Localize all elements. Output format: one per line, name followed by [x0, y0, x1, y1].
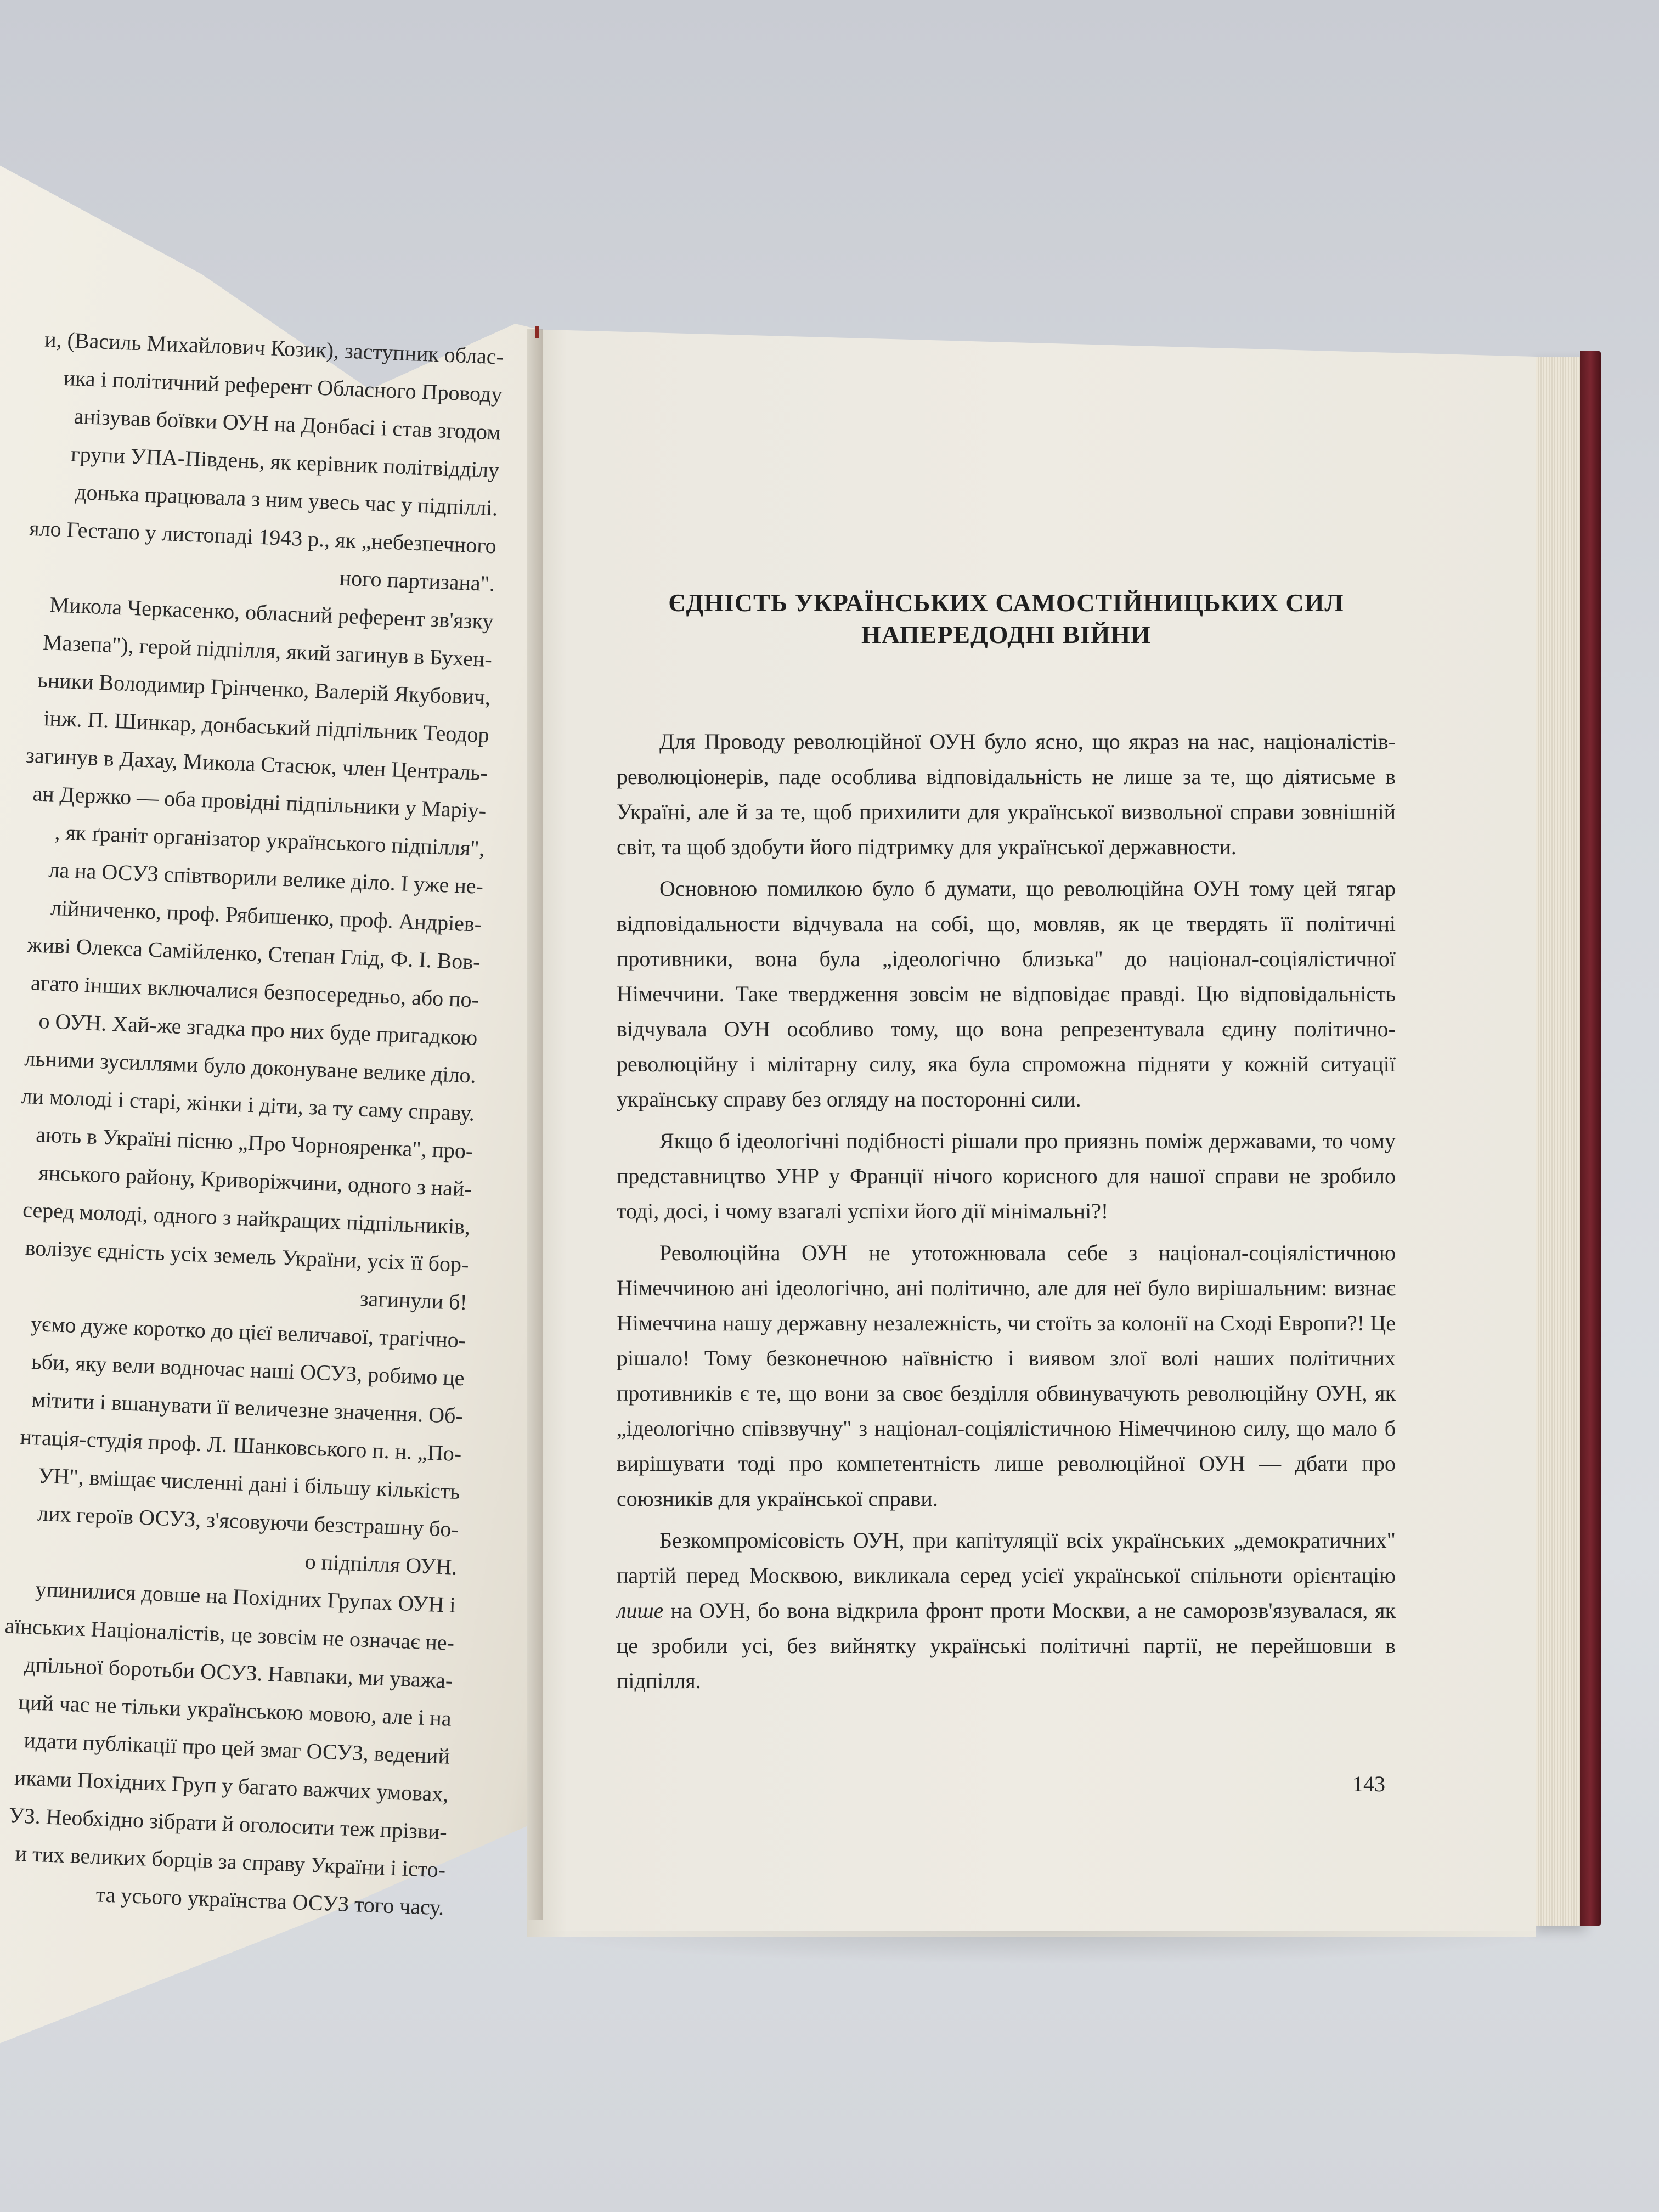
left-page-line: УН", вміщає численні дані і більшу кількість: [37, 1463, 461, 1504]
left-page-text: [0, 318, 504, 1927]
left-page-line: ций час не тільки українською мовою, але і на: [18, 1689, 452, 1731]
left-page: [0, 132, 543, 2052]
left-page-line: яло Гестапо у листопаді 1943 р., як „небезпечного: [29, 515, 497, 558]
left-page-line: упинилися довше на Похідних Групах ОУН і: [35, 1576, 456, 1617]
book-cover-edge: [1580, 351, 1601, 1926]
left-page-line: ають в Україні пісню „Про Чорнояренка", про-: [35, 1122, 474, 1164]
emphasis-text: лише: [617, 1598, 664, 1623]
left-page-line: ного партизана".: [339, 565, 495, 596]
left-page-line: живі Олекса Самійленко, Степан Глід, Ф. І. Вов-: [27, 932, 481, 974]
page-block-edge: [1531, 357, 1583, 1926]
left-page-line: донька працювала з ним увесь час у підпіллі.: [75, 479, 499, 521]
left-page-line: лійниченко, проф. Рябишенко, проф. Андріев-: [50, 895, 483, 936]
left-page-line: серед молоді, одного з найкращих підпільників,: [22, 1197, 471, 1239]
left-page-line: агато інших включалися безпосередньо, або по-: [30, 970, 479, 1012]
left-page-line: анізував боївки ОУН на Донбасі і став згодом: [73, 403, 501, 445]
page-number: 143: [1352, 1771, 1385, 1796]
left-page-line: янського району, Криворіжчини, одного з най-: [38, 1160, 472, 1201]
paragraph: Для Проводу революційної ОУН було ясно, що якраз на нас, націоналістів-революціонерів, паде особлива відповідальність не лише за те, що діятисьме в Україні, але й за те, щоб прихилити для української визвольної справи зовнішній світ, та щоб здобути його підтримку для української державности.: [617, 729, 1396, 859]
left-page-line: дпільної боротьби ОСУЗ. Навпаки, ми уважа-: [24, 1651, 454, 1693]
chapter-title-line-2: НАПЕРЕДОДНІ ВІЙНИ: [861, 620, 1151, 648]
left-page-line: уємо дуже коротко до цієї величавої, трагічно-: [30, 1311, 466, 1353]
book-shadow: [527, 1931, 1569, 1964]
left-page-line: и тих великих борців за справу України і істо-: [14, 1841, 446, 1882]
left-page-line: нтація-студія проф. Л. Шанковського п. н. „По-: [19, 1424, 462, 1466]
left-page-line: та усього українства ОСУЗ того часу.: [95, 1882, 445, 1920]
chapter-title-line-1: ЄДНІСТЬ УКРАЇНСЬКИХ САМОСТІЙНИЦЬКИХ СИЛ: [668, 589, 1344, 617]
right-page-body: [617, 724, 1396, 1705]
left-page-line: идати публікації про цей змаг ОСУЗ, ведений: [23, 1727, 450, 1769]
left-page-line: групи УПА-Південь, як керівник політвідділу: [70, 441, 500, 483]
left-page-line: аїнських Націоналістів, це зовсім не означає не-: [4, 1613, 455, 1655]
paragraph: Основною помилкою було б думати, що революційна ОУН тому цей тягар відповідальности відчувала на собі, що, мовляв, як це твердять її політичні противники, вона була „ідеологічно близька" до націонал-соціялістичної Німеччини. Таке твердження зовсім не відповідає правді. Цю відповідальність відчувала ОУН особливо тому, що вона репрезентувала єдину політично-революційну і мілітарну силу, яка була спроможна підняти у кожній ситуації українську справу без огляду на посторонні сили.: [617, 876, 1396, 1111]
left-page-line: загинули б!: [359, 1285, 468, 1315]
left-page-line: ика і політичний референт Обласного Проводу: [63, 365, 503, 407]
left-page-line: иками Похідних Груп у багато важчих умовах,: [14, 1765, 449, 1807]
left-page-line: ла на ОСУЗ співтворили велике діло. І уже не-: [48, 857, 484, 899]
left-page-line: о підпілля ОУН.: [304, 1549, 458, 1580]
left-page-line: ьники Володимир Грінченко, Валерій Якубович,: [37, 667, 492, 710]
left-page-line: и, (Василь Михайлович Козик), заступник облас-: [44, 326, 504, 369]
left-page-line: УЗ. Необхідно зібрати й оголосити теж прізви-: [8, 1803, 448, 1844]
paragraph-text: Безкомпромісовість ОУН, при капітуляції всіх українських „демократичних" партій перед Москвою, викликала серед усієї української спільноти орієнтацію: [617, 1528, 1396, 1588]
left-page-line: ьби, яку вели водночас наші ОСУЗ, робимо це: [31, 1349, 465, 1391]
chapter-title: [617, 587, 1396, 651]
paragraph-last: [617, 1523, 1396, 1699]
left-page-line: льними зусиллями було доконуване велике діло.: [24, 1046, 477, 1088]
left-page-line: лих героїв ОСУЗ, з'ясовуючи безстрашну бо-: [37, 1500, 459, 1542]
paragraph-text: на ОУН, бо вона відкрила фронт проти Москви, а не саморозв'язувалася, як це зробили усі, без вийнятку українські політичні партії, не перейшовши в підпілля.: [617, 1598, 1396, 1693]
left-page-line: о ОУН. Хай-же згадка про них буде пригадкою: [38, 1008, 478, 1050]
spine-headband: [535, 326, 539, 338]
left-page-line: ли молоді і старі, жінки і діти, за ту саму справу.: [20, 1083, 475, 1126]
paragraph: Революційна ОУН не утотожнювала себе з націонал-соціялістичною Німеччиною ані ідеологічно, ані політично, але для неї було вирішальним: визнає Німеччина нашу державну незалежність, чи стоїть за колонії на Сході Европи?! Це рішало! Тому безконечною наївністю і виявом злої волі наших політичних противників є те, що вони за своє безділля обвинувачують революційну ОУН, як „ідеологічно співзвучну" з націонал-соціялістичною Німеччиною силу, що мало б вирішувати тоді про компетентність лише революційної ОУН — дбати про союзників для української справи.: [617, 1240, 1396, 1511]
paragraph: Якщо б ідеологічні подібності рішали про приязнь поміж державами, то чому представництво УНР у Франції нічого корисного для нашої справи не зробило тоді, досі, і чому взагалі успіхи його дії мінімальні?!: [617, 1128, 1396, 1223]
book-gutter: [527, 329, 543, 1920]
left-page-line: , як ґраніт організатор українського підпілля",: [54, 819, 486, 861]
left-page-line: інж. П. Шинкар, донбаський підпільник Теодор: [43, 705, 490, 748]
left-page-line: загинув в Дахау, Микола Стасюк, член Централь-: [25, 742, 488, 786]
left-page-line: волізує єдність усіх земель України, усіх її бор-: [24, 1235, 470, 1277]
left-page-line: ан Держко — оба провідні підпільники у Маріу-: [32, 781, 487, 823]
left-page-line: Микола Черкасенко, обласний референт зв'язку: [49, 592, 494, 634]
left-page-line: мітити і вшанувати її величезне значення. Об-: [31, 1387, 464, 1429]
left-page-line: Мазепа"), герой підпілля, який загинув в Бухен-: [42, 629, 493, 672]
